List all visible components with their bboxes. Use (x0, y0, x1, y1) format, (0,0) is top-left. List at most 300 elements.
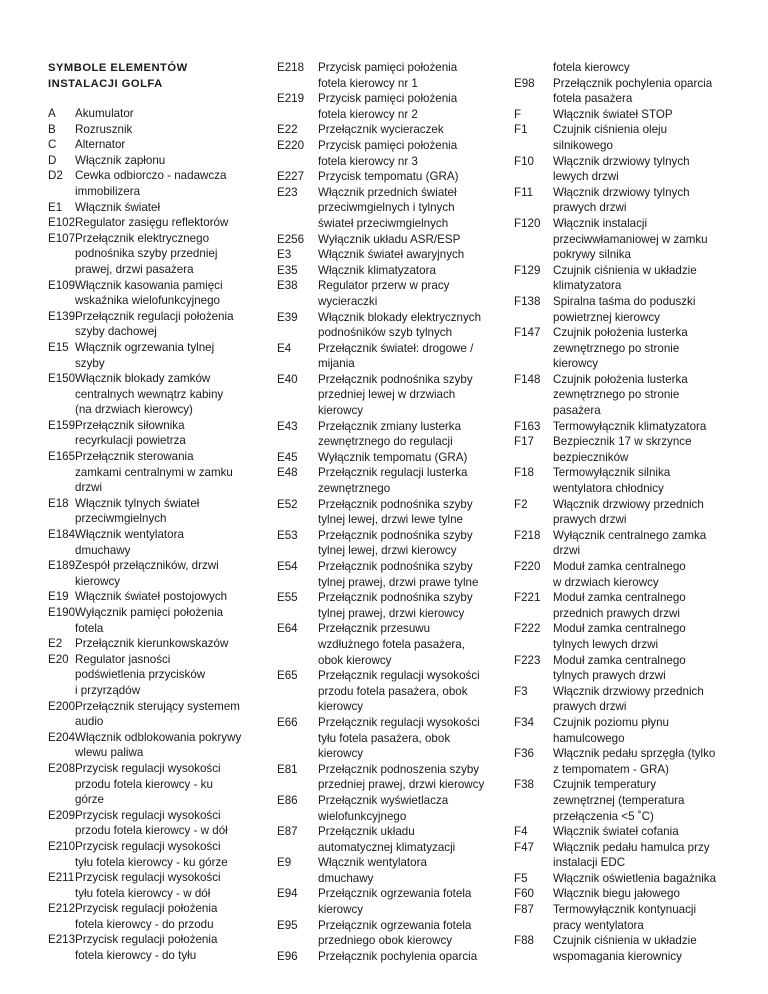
description-line: przodu fotela kierowcy - w dół (75, 824, 228, 838)
description-line: zewnętrznego do regulacji (318, 435, 453, 449)
symbol-description (75, 558, 278, 589)
symbol-description (553, 107, 750, 123)
symbol-entry (514, 840, 750, 871)
description-line: Włącznik drzwiowy tylnych (553, 185, 690, 199)
symbol-code: F10 (514, 154, 534, 168)
symbol-description (318, 668, 511, 715)
description-line: kierowcy (318, 404, 364, 418)
symbol-code: E227 (277, 170, 305, 184)
symbol-entry (514, 933, 750, 964)
description-line: recyrkulacji powietrza (75, 434, 186, 448)
symbol-entry (277, 528, 511, 559)
description-line: Przycisk tempomatu (GRA) (318, 170, 459, 184)
symbol-description (75, 652, 278, 699)
description-line: przednich prawych drzwi (553, 606, 680, 620)
symbol-description (318, 185, 511, 232)
symbol-code: E81 (277, 762, 298, 776)
symbol-entry (514, 824, 750, 840)
symbol-code: F163 (514, 419, 541, 433)
description-line: przodu fotela kierowcy - ku (75, 777, 213, 791)
description-line: kierowcy (318, 903, 364, 917)
symbol-code: F17 (514, 435, 534, 449)
symbol-description (553, 216, 750, 263)
symbol-description (318, 715, 511, 762)
symbol-description (75, 605, 278, 636)
symbol-entry (277, 918, 511, 949)
symbol-code: E87 (277, 825, 298, 839)
symbol-description (75, 231, 278, 278)
symbol-entry (277, 762, 511, 793)
symbol-description (318, 949, 511, 965)
symbol-code: F4 (514, 825, 528, 839)
symbol-description (318, 138, 511, 169)
description-line: wentylatora chłodnicy (553, 482, 664, 496)
symbol-description (75, 340, 278, 371)
symbol-entry (277, 310, 511, 341)
symbol-code: F221 (514, 591, 541, 605)
symbol-description (553, 777, 750, 824)
description-line: kierowcy (318, 747, 364, 761)
description-line: Wyłącznik tempomatu (GRA) (318, 450, 468, 464)
symbol-code: F88 (514, 934, 534, 948)
description-line: Moduł zamka centralnego (553, 591, 686, 605)
symbol-code: C (48, 138, 57, 152)
description-line: Włącznik pedału sprzęgła (tylko (553, 747, 716, 761)
symbol-description (553, 902, 750, 933)
symbol-description (75, 901, 278, 932)
symbol-code: E150 (48, 372, 76, 386)
description-line: zewnętrznej (temperatura (553, 793, 685, 807)
description-line: świateł przeciwmgielnych (318, 216, 449, 230)
symbol-list (48, 106, 278, 964)
description-line: kierowcy (75, 574, 121, 588)
description-line: silnikowego (553, 138, 613, 152)
symbol-description (553, 684, 750, 715)
symbol-entry (514, 294, 750, 325)
description-line: prawych drzwi (553, 513, 627, 527)
symbol-code: E22 (277, 123, 298, 137)
description-line: szyby (75, 356, 105, 370)
description-line: Przełącznik układu (318, 825, 415, 839)
description-line: Przycisk regulacji położenia (75, 933, 218, 947)
description-line: wspomagania kierownicy (553, 949, 682, 963)
symbol-description (75, 106, 278, 122)
symbol-entry (48, 215, 278, 231)
symbol-code: F138 (514, 294, 541, 308)
description-line: Włącznik blokady elektrycznych (318, 310, 482, 324)
symbol-code: E208 (48, 761, 76, 775)
description-line: przeciwwłamaniowej w zamku (553, 232, 708, 246)
description-line: dmuchawy (75, 543, 131, 557)
symbol-entry (277, 559, 511, 590)
symbol-code: D (48, 153, 57, 167)
symbol-description (553, 185, 750, 216)
description-line: Przełącznik kierunkowskazów (75, 637, 229, 651)
symbol-code: F5 (514, 871, 528, 885)
symbol-code: E139 (48, 309, 76, 323)
symbol-code: E218 (277, 61, 305, 74)
symbol-description (75, 589, 278, 605)
symbol-entry (514, 434, 750, 465)
symbol-entry (277, 497, 511, 528)
description-line: Włącznik wentylatora (318, 856, 427, 870)
symbol-entry (514, 107, 750, 123)
symbol-description (318, 372, 511, 419)
symbol-code: F34 (514, 715, 534, 729)
description-line: szyby dachowej (75, 325, 157, 339)
symbol-description (318, 855, 511, 886)
description-line: Czujnik położenia lusterka (553, 372, 688, 386)
symbol-description (318, 122, 511, 138)
symbol-code: E65 (277, 669, 298, 683)
description-line: pasażera (553, 404, 601, 418)
symbol-entry (48, 122, 278, 138)
description-line: kierowcy (318, 700, 364, 714)
symbol-description (318, 528, 511, 559)
symbol-code: E210 (48, 839, 76, 853)
symbol-description (318, 341, 511, 372)
page-title (48, 60, 278, 92)
symbol-code: F148 (514, 372, 541, 386)
description-line: Przełącznik przesuwu (318, 622, 431, 636)
symbol-description (75, 527, 278, 558)
symbol-description (318, 419, 511, 450)
description-line: Włącznik świateł STOP (553, 107, 673, 121)
symbol-entry (514, 590, 750, 621)
description-line: z tempomatem - GRA) (553, 762, 669, 776)
description-line: Włącznik drzwiowy tylnych (553, 154, 690, 168)
description-line: Czujnik ciśnienia w układzie (553, 934, 697, 948)
symbol-description (318, 278, 511, 309)
description-line: Spiralna taśma do poduszki (553, 294, 696, 308)
symbol-code: F87 (514, 903, 534, 917)
symbol-entry (277, 824, 511, 855)
symbol-entry (48, 808, 278, 839)
symbol-code: E43 (277, 419, 298, 433)
symbol-description (75, 137, 278, 153)
symbol-description (318, 465, 511, 496)
symbol-entry (514, 528, 750, 559)
symbol-description (553, 653, 750, 684)
description-line: górze (75, 793, 105, 807)
symbol-code: E212 (48, 902, 76, 916)
symbol-entry (48, 137, 278, 153)
description-line: wlewu paliwa (75, 746, 144, 760)
description-line: Wyłącznik centralnego zamka (553, 528, 707, 542)
symbol-description (553, 824, 750, 840)
description-line: Włącznik ogrzewania tylnej (75, 340, 215, 354)
description-line: Przełącznik zmiany lusterka (318, 419, 462, 433)
symbol-description (553, 715, 750, 746)
description-line: Przełącznik ogrzewania fotela (318, 918, 472, 932)
description-line: Przycisk pamięci położenia (318, 61, 458, 74)
symbol-entry (48, 558, 278, 589)
symbol-entry (277, 793, 511, 824)
description-line: tyłu fotela kierowcy - ku górze (75, 855, 228, 869)
symbol-entry (277, 169, 511, 185)
symbol-code: E256 (277, 232, 305, 246)
symbol-code: E40 (277, 372, 298, 386)
symbol-description (318, 824, 511, 855)
description-line: Przycisk regulacji wysokości (75, 808, 221, 822)
description-line: drzwi (553, 544, 581, 558)
description-line: Przełącznik podnośnika szyby (318, 372, 473, 386)
description-line: drzwi (75, 481, 103, 495)
symbol-entry (514, 185, 750, 216)
description-line: Włącznik drzwiowy przednich (553, 497, 704, 511)
symbol-description (75, 730, 278, 761)
description-line: Przycisk regulacji położenia (75, 902, 218, 916)
symbol-entry (277, 247, 511, 263)
description-line: Zespół przełączników, drzwi (75, 559, 219, 573)
symbol-description (75, 309, 278, 340)
description-line: Przełącznik podnośnika szyby (318, 560, 473, 573)
symbol-description (553, 154, 750, 185)
symbol-code: F129 (514, 263, 541, 277)
description-line: lewych drzwi (553, 170, 619, 184)
description-line: wielofunkcyjnego (318, 809, 407, 823)
symbol-entry (48, 699, 278, 730)
description-line: Moduł zamka centralnego (553, 560, 686, 573)
symbol-description (75, 496, 278, 527)
symbol-description (75, 808, 278, 839)
description-line: Przełącznik regulacji wysokości (318, 715, 480, 729)
description-line: Przełącznik ogrzewania fotela (318, 887, 472, 901)
description-line: Włącznik świateł (75, 200, 161, 214)
description-line: fotela kierowcy nr 1 (318, 76, 418, 90)
symbol-entry (48, 200, 278, 216)
symbol-code: E159 (48, 418, 76, 432)
symbol-code: F18 (514, 466, 534, 480)
symbol-code: F220 (514, 560, 541, 573)
description-line: tyłu fotela pasażera, obok (318, 731, 451, 745)
symbol-entry (514, 621, 750, 652)
symbol-entry (48, 449, 278, 496)
symbol-entry (48, 932, 278, 963)
description-line: Włącznik biegu jałowego (553, 887, 680, 901)
symbol-code: F223 (514, 653, 541, 667)
description-line: fotela kierowcy nr 2 (318, 107, 418, 121)
symbol-code: E211 (48, 871, 75, 885)
symbol-description (553, 746, 750, 777)
symbol-code: F2 (514, 497, 528, 511)
symbol-entry (514, 76, 750, 107)
description-line: hamulcowego (553, 731, 625, 745)
symbol-entry (48, 418, 278, 449)
symbol-entry (48, 496, 278, 527)
description-line: Regulator przerw w pracy (318, 279, 450, 293)
description-line: zewnętrznego po stronie (553, 388, 680, 402)
symbol-entry (48, 761, 278, 808)
column-3 (514, 60, 750, 964)
symbol-description (75, 418, 278, 449)
symbol-entry (514, 559, 750, 590)
symbol-code: D2 (48, 169, 63, 183)
description-line: Przełącznik regulacji położenia (75, 309, 234, 323)
symbol-code: E220 (277, 138, 305, 152)
description-line: fotela pasażera (553, 92, 633, 106)
description-line: Czujnik położenia lusterka (553, 326, 688, 340)
symbol-description (75, 278, 278, 309)
description-line: Włącznik pedału hamulca przy (553, 840, 710, 854)
symbol-code: F60 (514, 887, 534, 901)
description-line: dmuchawy (318, 871, 374, 885)
description-line: Przycisk pamięci położenia (318, 138, 458, 152)
symbol-description (318, 621, 511, 668)
symbol-code: E219 (277, 92, 305, 106)
page-title-line: INSTALACJI GOLFA (48, 78, 163, 90)
symbol-code: E55 (277, 591, 298, 605)
description-line: Włącznik odblokowania pokrywy (75, 730, 242, 744)
symbol-entry (277, 715, 511, 762)
description-line: Przełącznik podnośnika szyby (318, 528, 473, 542)
description-line: tyłu fotela kierowcy - w dół (75, 886, 211, 900)
symbol-entry (277, 341, 511, 372)
symbol-description (75, 699, 278, 730)
symbol-code: E39 (277, 310, 298, 324)
description-line: Alternator (75, 138, 126, 152)
description-line: przeciwmgielnych i tylnych (318, 201, 455, 215)
description-line: podnośnika szyby przedniej (75, 247, 218, 261)
symbol-entry (514, 653, 750, 684)
symbol-code: E53 (277, 528, 298, 542)
symbol-description (75, 168, 278, 199)
symbol-entry (277, 886, 511, 917)
description-line: tylnych prawych drzwi (553, 669, 666, 683)
symbol-entry (48, 870, 278, 901)
description-line: bezpieczników (553, 450, 629, 464)
symbol-entry (48, 309, 278, 340)
symbol-entry (514, 263, 750, 294)
symbol-description (318, 886, 511, 917)
description-line: prawych drzwi (553, 700, 627, 714)
symbol-code: E184 (48, 528, 76, 542)
symbol-entry (514, 715, 750, 746)
symbol-description (318, 497, 511, 528)
description-line: zewnętrznego (318, 482, 391, 496)
symbol-description (318, 60, 511, 91)
description-line: audio (75, 715, 104, 729)
symbol-description (553, 60, 750, 76)
description-line: immobilizera (75, 184, 141, 198)
symbol-entry (277, 621, 511, 668)
description-line: Włącznik zapłonu (75, 153, 166, 167)
symbol-description (553, 465, 750, 496)
description-line: Regulator zasięgu reflektorów (75, 216, 229, 230)
symbol-code: F222 (514, 622, 541, 636)
symbol-entry (514, 325, 750, 372)
description-line: wskaźnika wielofunkcyjnego (75, 294, 220, 308)
symbol-description (318, 450, 511, 466)
description-line: Wyłącznik układu ASR/ESP (318, 232, 461, 246)
symbol-entry (277, 668, 511, 715)
symbol-description (553, 559, 750, 590)
symbol-entry (277, 60, 511, 91)
symbol-code: E3 (277, 248, 292, 262)
symbol-code: E94 (277, 887, 298, 901)
description-line: klimatyzatora (553, 279, 622, 293)
symbol-code: E54 (277, 560, 298, 573)
description-line: fotela kierowcy - do tyłu (75, 949, 197, 963)
description-line: wycieraczki (318, 294, 378, 308)
column-2 (277, 60, 511, 964)
description-line: Czujnik temperatury (553, 778, 657, 792)
symbol-code: E20 (48, 652, 69, 666)
symbol-entry (277, 590, 511, 621)
description-line: Włącznik oświetlenia bagażnika (553, 871, 717, 885)
symbol-code: E15 (48, 340, 69, 354)
description-line: tylnej lewej, drzwi lewe tylne (318, 513, 463, 527)
symbol-code: E35 (277, 263, 298, 277)
symbol-description (75, 122, 278, 138)
symbol-description (553, 419, 750, 435)
description-line: Przełącznik pochylenia oparcia (553, 76, 713, 90)
symbol-description (318, 232, 511, 248)
symbol-entry (277, 91, 511, 122)
description-line: Włącznik przednich świateł (318, 185, 457, 199)
symbol-description (553, 871, 750, 887)
symbol-code: E19 (48, 590, 69, 604)
description-line: podświetlenia przycisków (75, 668, 206, 682)
description-line: Akumulator (75, 107, 134, 120)
symbol-code: F11 (514, 185, 534, 199)
symbol-description (75, 870, 278, 901)
symbol-code: E165 (48, 450, 76, 464)
description-line: centralnych wewnątrz kabiny (75, 387, 224, 401)
symbol-code: E4 (277, 341, 292, 355)
symbol-description (75, 153, 278, 169)
symbol-entry (277, 949, 511, 965)
symbol-description (75, 636, 278, 652)
description-line: fotela kierowcy - do przodu (75, 917, 214, 931)
symbol-entry (277, 419, 511, 450)
description-line: instalacji EDC (553, 856, 626, 870)
symbol-entry (277, 465, 511, 496)
symbol-entry (48, 730, 278, 761)
description-line: Bezpiecznik 17 w skrzynce (553, 435, 692, 449)
symbol-entry (277, 138, 511, 169)
symbol-code: F36 (514, 747, 534, 761)
description-line: (na drzwiach kierowcy) (75, 403, 193, 417)
symbol-description (75, 371, 278, 418)
symbol-entry (277, 263, 511, 279)
symbol-entry (277, 185, 511, 232)
description-line: Przełącznik elektrycznego (75, 231, 210, 245)
description-line: i przyrządów (75, 683, 141, 697)
symbol-list (514, 60, 750, 964)
symbol-description (553, 263, 750, 294)
symbol-code: E102 (48, 216, 76, 230)
symbol-code: E48 (277, 466, 298, 480)
description-line: tylnej lewej, drzwi kierowcy (318, 544, 457, 558)
description-line: prawej, drzwi pasażera (75, 262, 194, 276)
symbol-description (318, 590, 511, 621)
symbol-code: F1 (514, 123, 528, 137)
symbol-description (553, 294, 750, 325)
symbol-entry (48, 231, 278, 278)
symbol-code: E96 (277, 949, 298, 963)
description-line: Termowyłącznik silnika (553, 466, 671, 480)
description-line: Przełącznik wyświetlacza (318, 793, 449, 807)
symbol-code: E107 (48, 231, 76, 245)
description-line: automatycznej klimatyzacji (318, 840, 456, 854)
description-line: przodu fotela pasażera, obok (318, 684, 468, 698)
symbol-code: A (48, 107, 56, 120)
symbol-code: F38 (514, 778, 534, 792)
symbol-description (318, 91, 511, 122)
symbol-description (75, 200, 278, 216)
symbol-description (553, 886, 750, 902)
